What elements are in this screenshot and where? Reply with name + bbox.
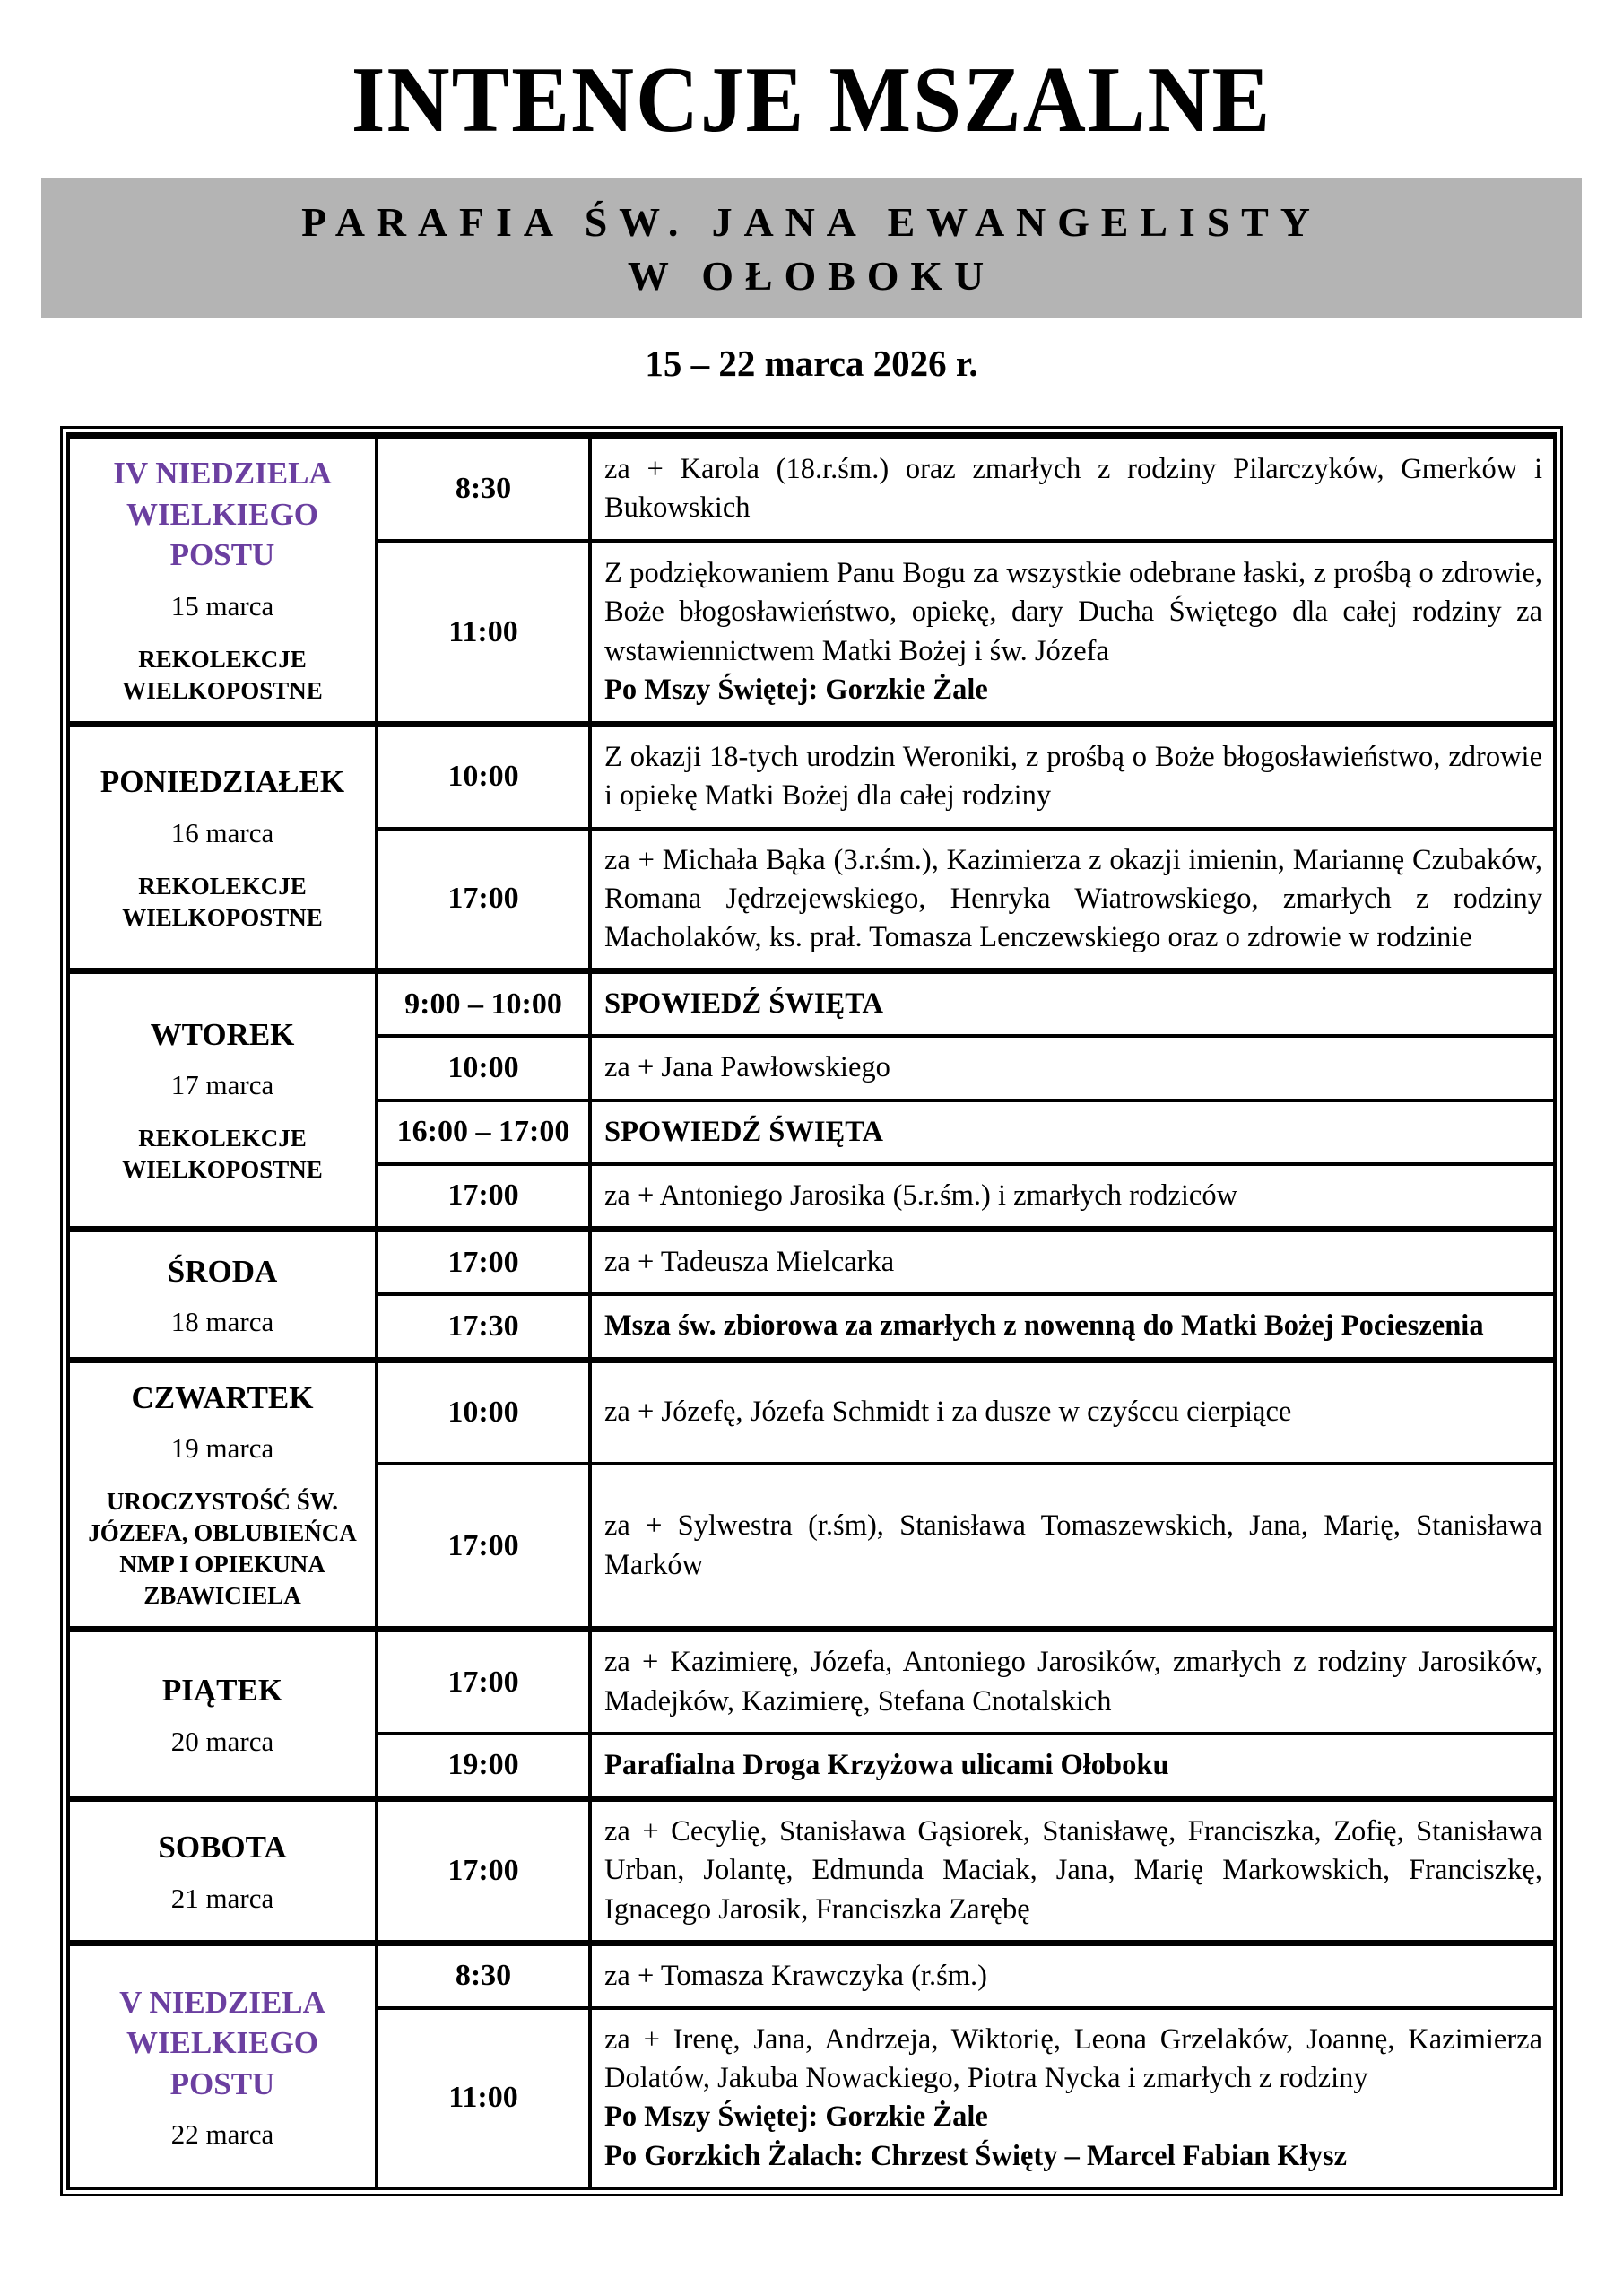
table-row (68, 1230, 1555, 1295)
table-row (68, 1943, 1555, 2008)
day-cell (68, 1943, 377, 2188)
day-note: UROCZYSTOŚĆ ŚW. JÓZEFA, OBLUBIEŃCA NMP I OPIEKUNA ZBAWICIELA (88, 1488, 357, 1610)
table-row (68, 1799, 1555, 1944)
day-date: 16 marca (170, 816, 274, 848)
page-title: INTENCJE MSZALNE (351, 47, 1272, 152)
day-cell (68, 725, 377, 971)
intention-text: Parafialna Droga Krzyżowa ulicami Ołoboku (604, 1748, 1169, 1781)
time-cell: 16:00 – 17:00 (377, 1100, 590, 1164)
day-cell (68, 1360, 377, 1630)
day-title: IV NIEDZIELA WIELKIEGO POSTU (113, 456, 332, 573)
day-title: PIĄTEK (161, 1673, 283, 1709)
intention-text: za + Tadeusza Mielcarka (604, 1246, 895, 1279)
time-cell: 8:30 (377, 1943, 590, 2008)
time-cell: 8:30 (377, 436, 590, 541)
intention-cell (590, 1943, 1555, 2008)
intention-cell (590, 1799, 1555, 1944)
time-cell: 11:00 (377, 541, 590, 725)
table-row (68, 1630, 1555, 1734)
intention-cell (590, 1100, 1555, 1164)
day-title: CZWARTEK (131, 1379, 314, 1415)
intention-bold-line: Po Mszy Świętej: Gorzkie Żale (604, 673, 988, 706)
time-cell: 17:00 (377, 1164, 590, 1230)
intention-text: za + Józefę, Józefa Schmidt i za dusze w czyśccu cierpiące (604, 1396, 1292, 1429)
intention-cell (590, 971, 1555, 1037)
intention-cell (590, 725, 1555, 829)
intention-cell (590, 829, 1555, 971)
day-title: SOBOTA (158, 1830, 287, 1866)
intention-text: Z podziękowaniem Panu Bogu za wszystkie odebrane łaski, z prośbą o zdrowie, Boże błogosławieństwo, opiekę, dary Ducha Świętego dla całej rodziny za wstawiennictwem Matki Bożej i św. Józefa (604, 557, 1542, 667)
day-date: 21 marca (170, 1882, 274, 1914)
schedule-table (66, 432, 1557, 2189)
day-title: PONIEDZIAŁEK (100, 764, 345, 800)
day-cell (68, 1230, 377, 1360)
time-cell: 10:00 (377, 1036, 590, 1100)
day-date: 19 marca (170, 1432, 274, 1465)
intention-text: za + Michała Bąka (3.r.śm.), Kazimierza z okazji imienin, Mariannę Czubaków, Romana Jędrzejewskiego, Henryka Wiatrowskiego, zmarłych z rodziny Macholaków, ks. prał. Tomasza Lenczewskiego oraz o zdrowie w rodzinie (604, 843, 1542, 953)
day-date: 17 marca (170, 1069, 274, 1101)
intention-text: za + Irenę, Jana, Andrzeja, Wiktorię, Leona Grzelaków, Joannę, Kazimierza Dolatów, Jakuba Nowackiego, Piotra Nycka i zmarłych z rodziny (604, 2022, 1542, 2095)
day-date: 18 marca (170, 1306, 274, 1338)
time-cell: 11:00 (377, 2008, 590, 2188)
date-range: 15 – 22 marca 2026 r. (645, 343, 978, 385)
intention-text: za + Jana Pawłowskiego (604, 1051, 890, 1084)
intention-text: za + Karola (18.r.śm.) oraz zmarłych z rodziny Pilarczyków, Gmerków i Bukowskich (604, 453, 1542, 525)
day-title: ŚRODA (167, 1253, 278, 1289)
day-date: 22 marca (170, 2118, 274, 2151)
schedule-body (68, 436, 1555, 2188)
day-cell (68, 436, 377, 725)
intention-cell (590, 1734, 1555, 1799)
parish-banner (41, 178, 1582, 319)
table-row (68, 436, 1555, 541)
intention-text: Msza św. zbiorowa za zmarłych z nowenną do Matki Bożej Pocieszenia (604, 1309, 1484, 1343)
intention-bold-line: Po Mszy Świętej: Gorzkie Żale (604, 2100, 988, 2134)
time-cell: 17:00 (377, 1630, 590, 1734)
time-cell: 17:00 (377, 1230, 590, 1295)
day-date: 15 marca (170, 589, 274, 622)
intention-cell (590, 1360, 1555, 1464)
time-cell: 17:00 (377, 1464, 590, 1630)
day-date: 20 marca (170, 1725, 274, 1757)
day-title: WTOREK (150, 1016, 295, 1052)
intention-cell (590, 1294, 1555, 1360)
intention-cell (590, 436, 1555, 541)
intention-cell (590, 1164, 1555, 1230)
intention-text: za + Antoniego Jarosika (5.r.śm.) i zmarłych rodziców (604, 1178, 1238, 1212)
intention-cell (590, 2008, 1555, 2188)
time-cell: 19:00 (377, 1734, 590, 1799)
time-cell: 9:00 – 10:00 (377, 971, 590, 1037)
intention-cell (590, 1464, 1555, 1630)
intention-text: SPOWIEDŹ ŚWIĘTA (604, 987, 883, 1021)
table-row (68, 971, 1555, 1037)
intention-text: za + Cecylię, Stanisława Gąsiorek, Stanisławę, Franciszka, Zofię, Stanisława Urban, Jolantę, Edmunda Maciak, Jana, Marię Markowskich, Franciszkę, Ignacego Jarosik, Franciszka Zarębę (604, 1815, 1542, 1926)
intention-cell (590, 541, 1555, 725)
day-note: REKOLEKCJE WIELKOPOSTNE (122, 1125, 323, 1184)
parish-name-line1: PARAFIA ŚW. JANA EWANGELISTY (301, 198, 1322, 245)
day-cell (68, 1799, 377, 1944)
time-cell: 17:30 (377, 1294, 590, 1360)
table-row (68, 1360, 1555, 1464)
intention-text: za + Kazimierę, Józefa, Antoniego Jarosików, zmarłych z rodziny Jarosików, Madejków, Kazimierę, Stefana Cnotalskich (604, 1646, 1542, 1718)
day-cell (68, 1630, 377, 1799)
intention-text: SPOWIEDŹ ŚWIĘTA (604, 1115, 883, 1148)
day-note: REKOLEKCJE WIELKOPOSTNE (122, 645, 323, 705)
day-cell (68, 971, 377, 1230)
intention-cell (590, 1630, 1555, 1734)
day-title: V NIEDZIELA WIELKIEGO POSTU (119, 1984, 325, 2101)
time-cell: 10:00 (377, 725, 590, 829)
intention-text: Z okazji 18-tych urodzin Weroniki, z prośbą o Boże błogosławieństwo, zdrowie i opiekę Matki Bożej dla całej rodziny (604, 741, 1542, 813)
time-cell: 10:00 (377, 1360, 590, 1464)
time-cell: 17:00 (377, 1799, 590, 1944)
parish-name-line2: W OŁOBOKU (627, 252, 996, 299)
day-note: REKOLEKCJE WIELKOPOSTNE (122, 872, 323, 931)
intention-text: za + Tomasza Krawczyka (r.śm.) (604, 1959, 987, 1992)
table-row (68, 725, 1555, 829)
time-cell: 17:00 (377, 829, 590, 971)
schedule-table-frame (60, 426, 1563, 2196)
intention-cell (590, 1036, 1555, 1100)
intention-text: za + Sylwestra (r.śm), Stanisława Tomaszewskich, Jana, Marię, Stanisława Marków (604, 1509, 1542, 1581)
intention-bold-line: Po Gorzkich Żalach: Chrzest Święty – Marcel Fabian Kłysz (604, 2139, 1348, 2172)
intention-cell (590, 1230, 1555, 1295)
